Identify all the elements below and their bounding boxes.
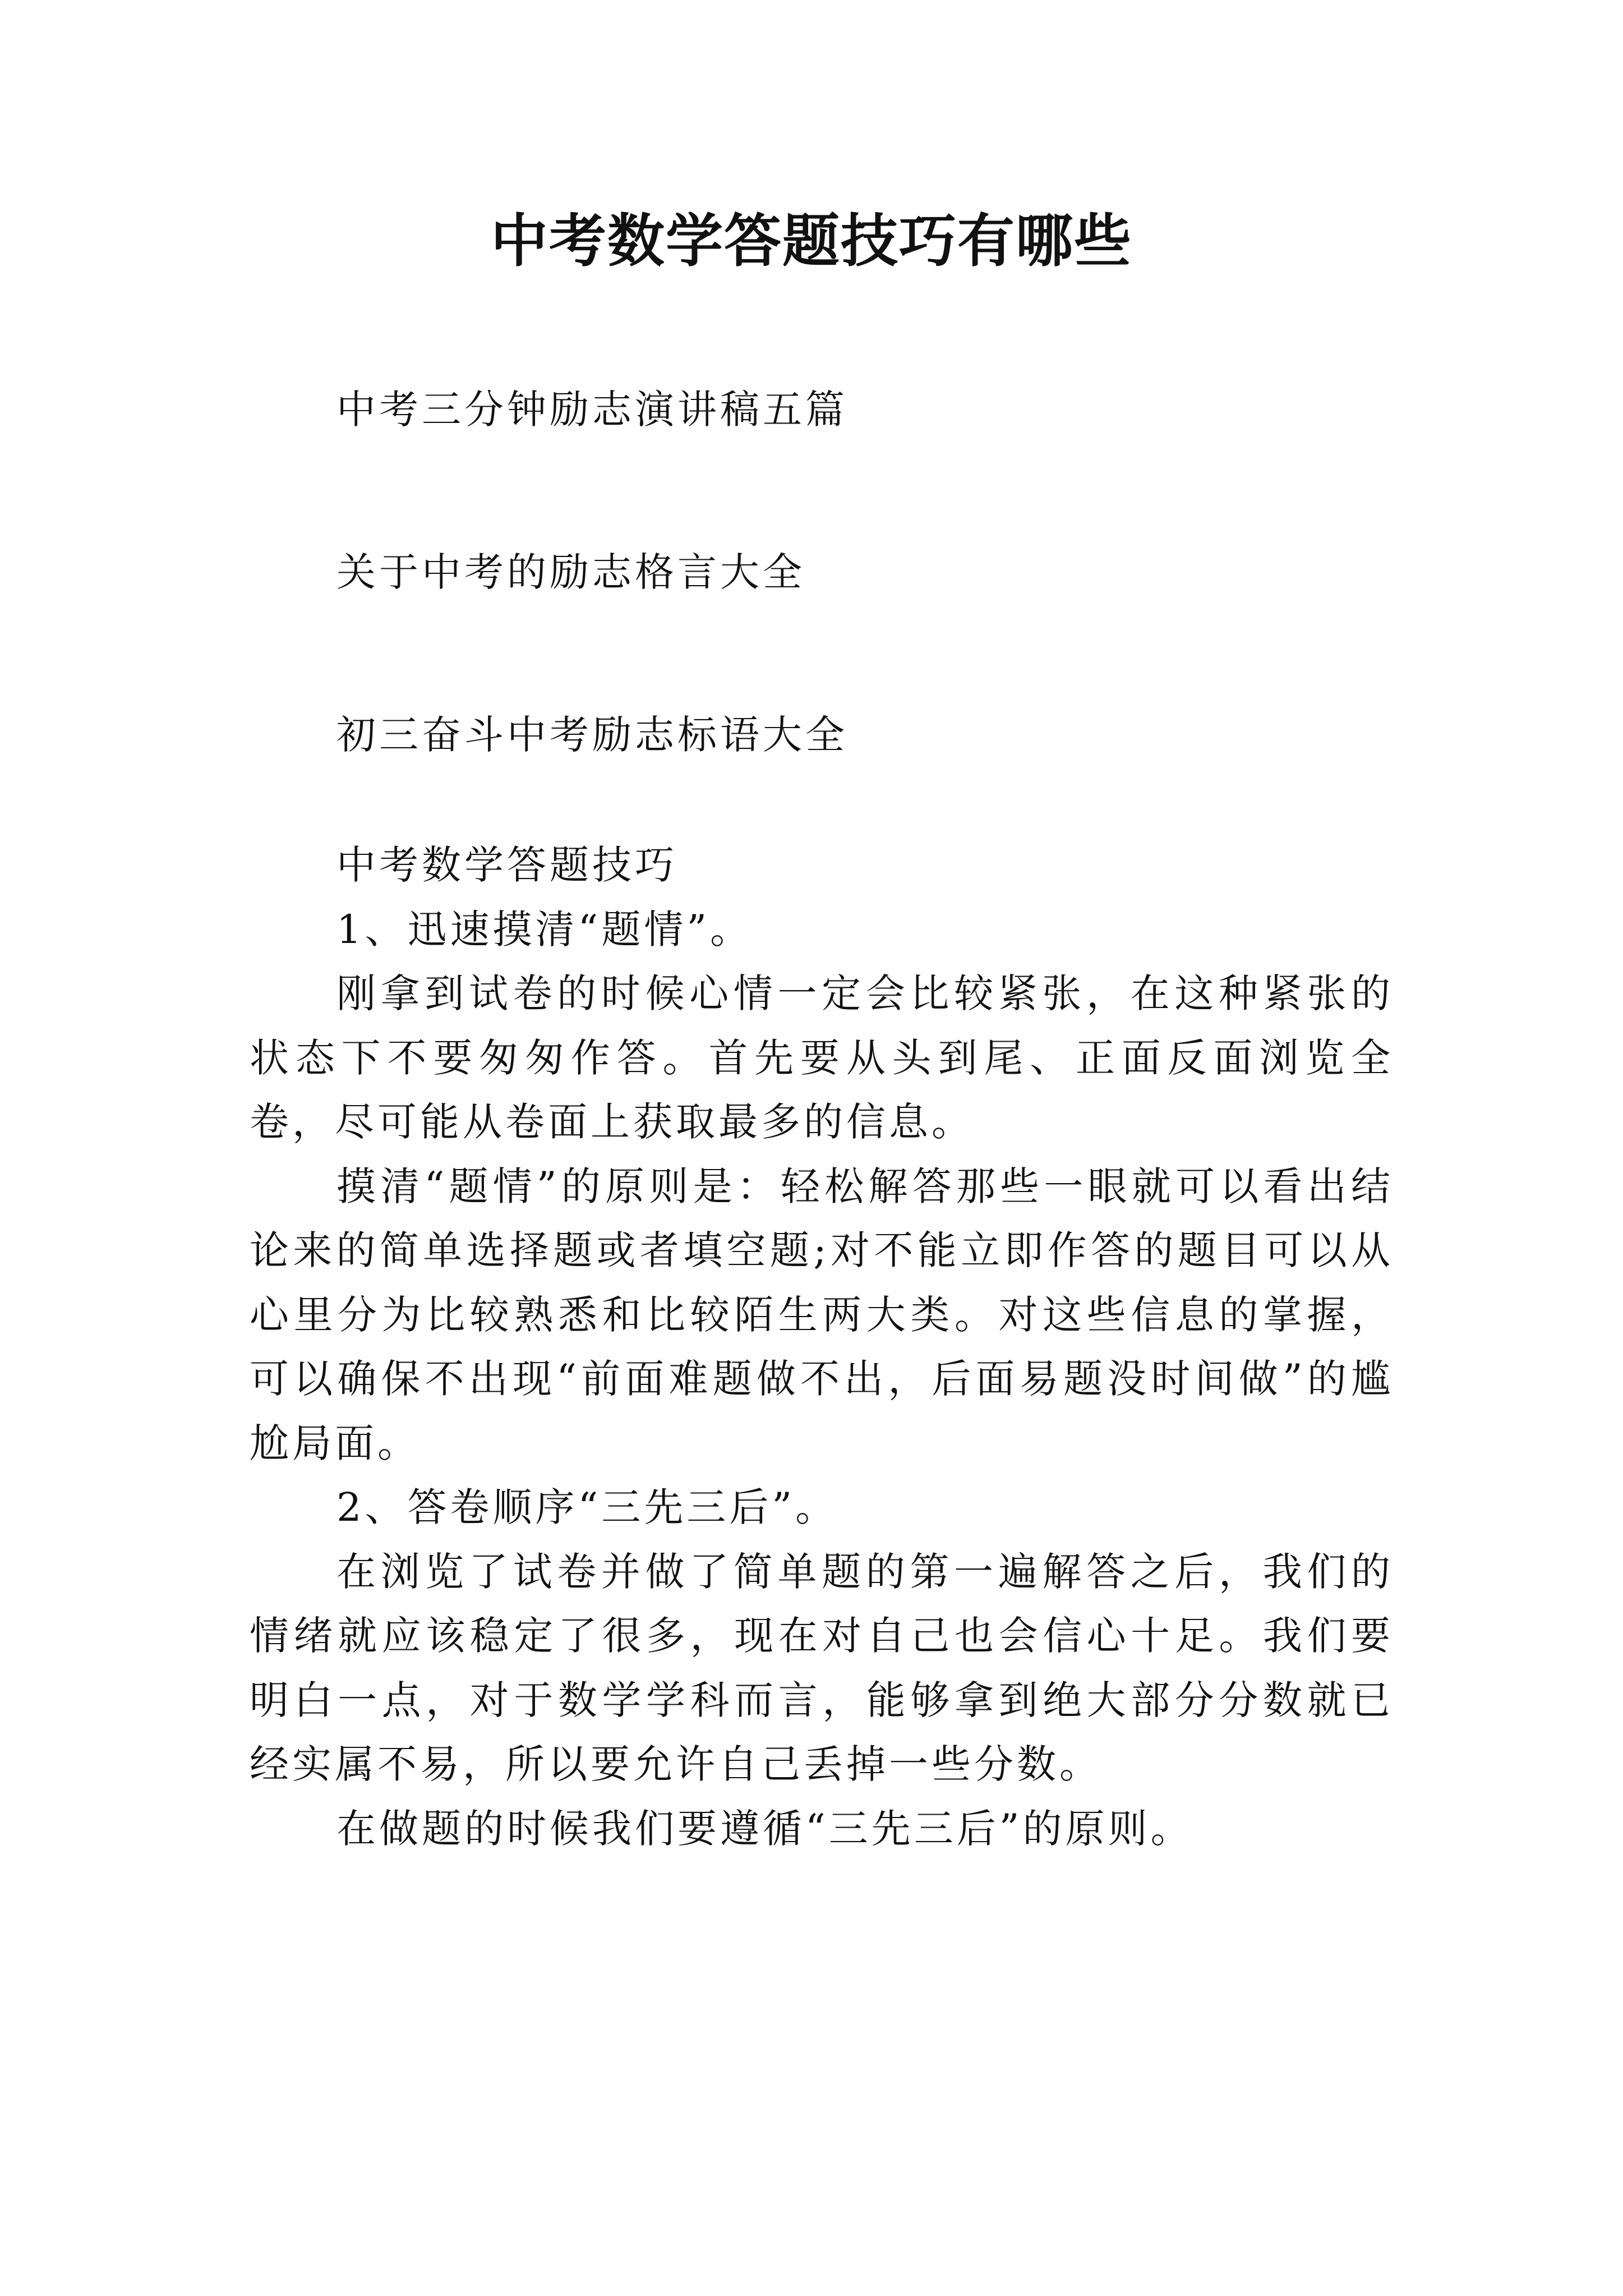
paragraph: 在做题的时候我们要遵循“三先三后”的原则。 xyxy=(336,1805,1193,1852)
related-link-1[interactable]: 中考三分钟励志演讲稿五篇 xyxy=(336,386,848,432)
document-title: 中考数学答题技巧有哪些 xyxy=(491,208,1132,275)
related-link-3[interactable]: 初三奋斗中考励志标语大全 xyxy=(336,712,848,758)
paragraph: 摸清“题情”的原则是：轻松解答那些一眼就可以看出结论来的简单选择题或者填空题;对不能立即作答的题目可以从心里分为比较熟悉和比较陌生两大类。对这些信息的掌握，可以确保不出现“前面难题做不出，后面易题没时间做”的尴尬局面。 xyxy=(250,1163,1394,1466)
subheading-1: 1、迅速摸清“题情”。 xyxy=(336,906,753,953)
paragraph: 在浏览了试卷并做了简单题的第一遍解答之后，我们的情绪就应该稳定了很多，现在对自己也会信心十足。我们要明白一点，对于数学学科而言，能够拿到绝大部分分数就已经实属不易，所以要允许自己丢掉一些分数。 xyxy=(250,1548,1394,1787)
paragraph: 刚拿到试卷的时候心情一定会比较紧张，在这种紧张的状态下不要匆匆作答。首先要从头到尾、正面反面浏览全卷，尽可能从卷面上获取最多的信息。 xyxy=(250,970,1394,1145)
article-body xyxy=(250,833,1394,1861)
related-link-2[interactable]: 关于中考的励志格言大全 xyxy=(336,549,805,595)
section-heading: 中考数学答题技巧 xyxy=(336,842,677,888)
subheading-2: 2、答卷顺序“三先三后”。 xyxy=(336,1484,838,1530)
